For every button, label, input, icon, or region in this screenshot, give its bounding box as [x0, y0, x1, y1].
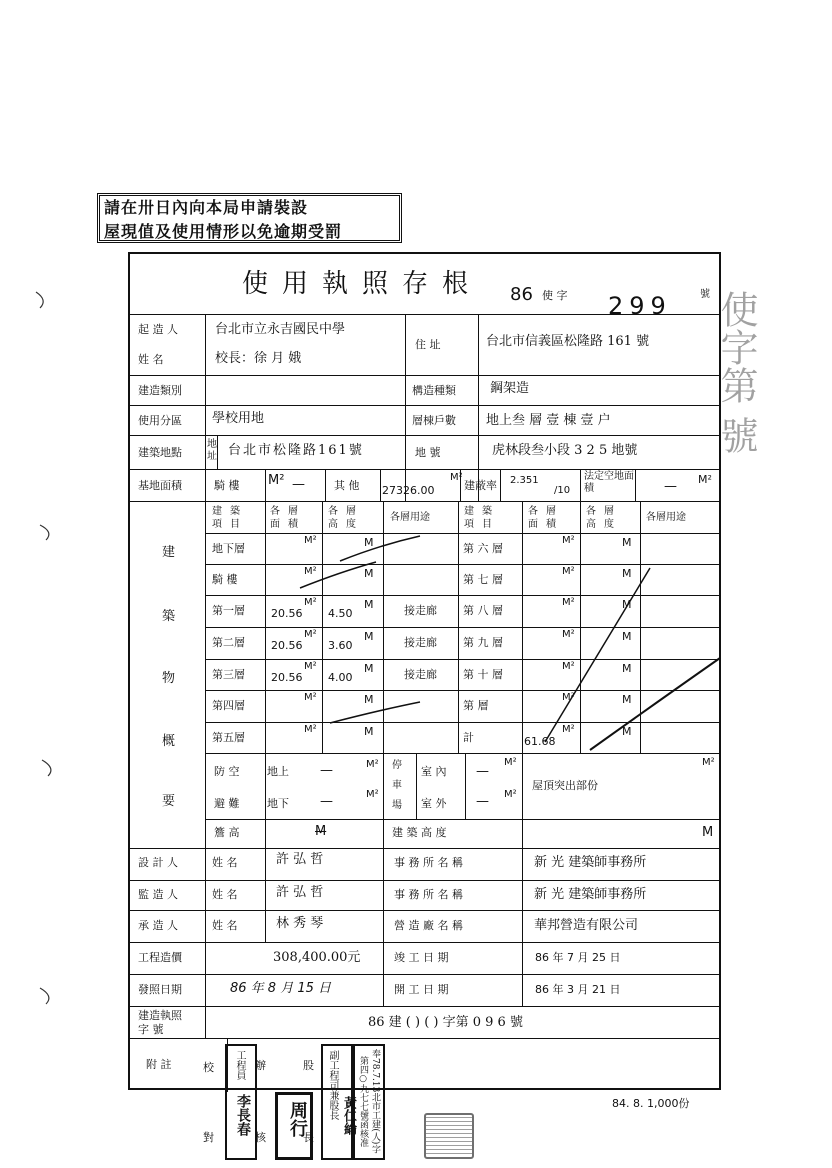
- left-row-height-unit: M: [364, 662, 374, 675]
- completion-date: 86 年 7 月 25 日: [535, 951, 621, 964]
- stroke-right-column: [545, 568, 650, 742]
- overview-side-2: 築: [162, 609, 176, 624]
- handler-name: 李長春: [235, 1094, 251, 1136]
- left-row-name: 騎 樓: [212, 573, 238, 586]
- margin-mark-1: [36, 292, 43, 308]
- floors-units-label: 層棟戶數: [412, 414, 456, 427]
- left-row-use: 接走廊: [404, 636, 437, 649]
- margin-mark-2: [40, 525, 49, 540]
- supervisor-label: 監 造 人: [138, 888, 178, 901]
- issue-date: 86 年 8 月 15 日: [230, 981, 332, 996]
- site-label: 建築地點: [138, 446, 182, 459]
- left-row-name: 第一層: [212, 604, 245, 617]
- shelter-label-bottom: 避 難: [214, 797, 240, 810]
- arcade-value: —: [292, 477, 305, 492]
- overview-side-4: 概: [162, 734, 176, 749]
- supervisor-name: 許 弘 哲: [276, 885, 324, 900]
- coverage-label: 建蔽率: [464, 479, 497, 492]
- right-row-height-unit: M: [622, 725, 632, 738]
- right-row-height-unit: M: [622, 630, 632, 643]
- parking-indoor-label: 室 內: [421, 765, 447, 778]
- notice-stamp-line1: 請在卅日內向本局申請裝設: [104, 198, 309, 217]
- cost-value: 308,400.00元: [273, 950, 361, 965]
- remarks-col-section: 股: [303, 1059, 314, 1072]
- base-area-label: 基地面積: [138, 479, 182, 492]
- shelter-below-label: 地下: [267, 797, 289, 810]
- setback-value: —: [664, 479, 677, 494]
- address-label: 住 址: [415, 338, 441, 351]
- contractor-firm: 華邦營造有限公司: [534, 918, 639, 933]
- print-info: 84. 8. 1,000份: [612, 1097, 690, 1110]
- designer-name: 許 弘 哲: [276, 852, 324, 867]
- permit-number-suffix: 號: [700, 289, 710, 300]
- eave-label: 簷 高: [214, 826, 240, 839]
- right-row-height-unit: M: [622, 662, 632, 675]
- remarks-col-check: 校: [203, 1061, 214, 1074]
- right-row-name: 計: [463, 731, 474, 744]
- site-address: 台北市松隆路161號: [228, 443, 364, 458]
- left-row-name: 第三層: [212, 668, 245, 681]
- designer-label: 設 計 人: [138, 856, 178, 869]
- left-row-area-unit: M²: [304, 535, 317, 546]
- left-row-height: 4.00: [328, 671, 353, 684]
- designer-name-label: 姓 名: [212, 856, 238, 869]
- left-row-height-unit: M: [364, 536, 374, 549]
- other-value: 27326.00: [382, 484, 435, 497]
- left-row-height: 4.50: [328, 607, 353, 620]
- right-row-area-unit: M²: [562, 724, 575, 735]
- left-row-name: 第五層: [212, 731, 245, 744]
- right-row-name: 第 十 層: [463, 668, 503, 681]
- parking-outdoor-label: 室 外: [421, 797, 447, 810]
- col-area-right: 各層面積: [528, 506, 564, 530]
- section-name: 黃仁綸: [341, 1096, 356, 1135]
- left-row-height: 3.60: [328, 639, 353, 652]
- site-addr-label: 地址: [207, 439, 217, 462]
- permit-label: 建造執照: [138, 1009, 182, 1022]
- right-row-name: 第 六 層: [463, 542, 503, 555]
- structure-label: 構造種類: [412, 384, 456, 397]
- roof-label: 屋頂突出部份: [532, 779, 598, 792]
- stroke-arcade: [300, 562, 376, 588]
- left-row-use: 接走廊: [404, 604, 437, 617]
- right-row-area-unit: M²: [562, 535, 575, 546]
- permit-label-2: 字 號: [138, 1023, 164, 1036]
- right-row-area-unit: M²: [562, 566, 575, 577]
- right-row-height-unit: M: [622, 536, 632, 549]
- builder-name-label: 姓 名: [138, 353, 164, 366]
- right-margin-stamp: 使字第 號: [714, 290, 758, 455]
- remarks-col-review: 核: [255, 1131, 266, 1144]
- builder-name-line1: 台北市立永吉國民中學: [215, 322, 346, 337]
- col-height-left: 各層高度: [328, 506, 364, 530]
- completion-label: 竣 工 日 期: [394, 951, 449, 964]
- left-row-area-unit: M²: [304, 597, 317, 608]
- left-row-area-unit: M²: [304, 566, 317, 577]
- designer-firm-label: 事 務 所 名 稱: [394, 856, 463, 869]
- shelter-label-top: 防 空: [214, 765, 240, 778]
- setback-label: 法定空地面積: [584, 471, 634, 494]
- left-row-area-unit: M²: [304, 724, 317, 735]
- designer-firm: 新 光 建築師事務所: [534, 855, 647, 870]
- builder-name-line2: 校長：徐 月 娥: [215, 351, 302, 366]
- coverage-divisor: /10: [554, 485, 571, 496]
- supervisor-name-label: 姓 名: [212, 888, 238, 901]
- col-height-right: 各層高度: [586, 506, 622, 530]
- contractor-firm-label: 營 造 廠 名 稱: [394, 919, 463, 932]
- permit-number: 299: [608, 292, 672, 320]
- building-class-label: 建造類別: [138, 384, 182, 397]
- right-row-area: 61.68: [524, 735, 556, 748]
- remarks-col-handler: 辦: [255, 1059, 266, 1072]
- margin-mark-4: [40, 988, 49, 1004]
- left-row-name: 地下層: [212, 542, 245, 555]
- col-area-left: 各層面積: [270, 506, 306, 530]
- right-row-name: 第 八 層: [463, 604, 503, 617]
- parking-outdoor-unit: M²: [504, 789, 517, 800]
- left-row-height-unit: M: [364, 598, 374, 611]
- structure-value: 鋼架造: [490, 381, 530, 396]
- supervisor-firm-label: 事 務 所 名 稱: [394, 888, 463, 901]
- zoning-label: 使用分區: [138, 414, 182, 427]
- notice-stamp-line2: 屋現值及使用情形以免逾期受罰: [104, 222, 343, 241]
- permit-value: 86 建 ( ) ( ) 字第 0 9 6 號: [368, 1015, 523, 1030]
- roof-unit: M²: [702, 757, 715, 768]
- shelter-below-value: —: [320, 794, 333, 809]
- overview-side-5: 要: [162, 794, 176, 809]
- shelter-above-value: —: [320, 763, 333, 778]
- right-row-name: 第 層: [463, 699, 489, 712]
- left-row-area: 20.56: [271, 607, 303, 620]
- start-label: 開 工 日 期: [394, 983, 449, 996]
- remarks-col-dept: 對: [203, 1131, 214, 1144]
- arcade-unit: M²: [268, 473, 285, 488]
- building-height-unit: M: [702, 825, 714, 840]
- right-row-height-unit: M: [622, 693, 632, 706]
- approval-note: 奉78.7.13北市工建(人)字第四○九七七號函核准: [358, 1048, 380, 1154]
- left-row-area-unit: M²: [304, 692, 317, 703]
- shelter-above-unit: M²: [366, 759, 379, 770]
- contractor-name: 林 秀 琴: [276, 916, 324, 931]
- col-item-left: 建築項目: [212, 506, 248, 530]
- right-row-area-unit: M²: [562, 629, 575, 640]
- stroke-corner: [590, 658, 720, 750]
- cost-label: 工程造價: [138, 951, 182, 964]
- col-item-right: 建築項目: [464, 506, 500, 530]
- supervisor-firm: 新 光 建築師事務所: [534, 887, 647, 902]
- other-unit: M²: [450, 472, 463, 483]
- left-row-area: 20.56: [271, 671, 303, 684]
- col-use-right: 各層用途: [646, 512, 686, 523]
- right-row-name: 第 七 層: [463, 573, 503, 586]
- lot-value: 虎林段叁小段 3 2 5 地號: [492, 443, 638, 458]
- arcade-label: 騎 樓: [214, 479, 240, 492]
- left-row-area-unit: M²: [304, 629, 317, 640]
- parking-outdoor-value: —: [476, 794, 489, 809]
- parking-indoor-value: —: [476, 764, 489, 779]
- handler-title: 工程員: [234, 1050, 245, 1080]
- floors-units-value: 地上叁 層 壹 棟 壹 户: [486, 413, 611, 428]
- margin-mark-3: [42, 760, 51, 776]
- form-title: 使用執照存根: [242, 269, 483, 299]
- left-row-area: 20.56: [271, 639, 303, 652]
- other-label: 其 他: [334, 479, 360, 492]
- overview-side-3: 物: [162, 671, 176, 686]
- left-row-name: 第四層: [212, 699, 245, 712]
- left-row-height-unit: M: [364, 725, 374, 738]
- builder-address: 台北市信義區松隆路 161 號: [486, 334, 650, 349]
- left-row-height-unit: M: [364, 630, 374, 643]
- chief-seal-text: 周行: [287, 1101, 308, 1137]
- right-row-height-unit: M: [622, 598, 632, 611]
- contractor-name-label: 姓 名: [212, 919, 238, 932]
- permit-year: 86: [510, 284, 533, 305]
- section-title: 副工程司兼股長: [327, 1050, 338, 1120]
- coverage-value: 2.351: [510, 475, 539, 486]
- contractor-label: 承 造 人: [138, 919, 178, 932]
- issue-label: 發照日期: [138, 983, 182, 996]
- permit-word: 使 字: [542, 289, 568, 302]
- remarks-col-chief: 長: [303, 1131, 314, 1144]
- left-row-name: 第二層: [212, 636, 245, 649]
- shelter-above-label: 地上: [267, 765, 289, 778]
- setback-unit: M²: [698, 473, 712, 486]
- lot-label: 地 號: [415, 446, 441, 459]
- left-row-area-unit: M²: [304, 661, 317, 672]
- stroke-fourth: [330, 702, 420, 723]
- shelter-below-unit: M²: [366, 789, 379, 800]
- builder-label: 起 造 人: [138, 323, 178, 336]
- overview-side-1: 建: [162, 545, 176, 560]
- left-row-height-unit: M: [364, 693, 374, 706]
- right-row-name: 第 九 層: [463, 636, 503, 649]
- right-row-area-unit: M²: [562, 597, 575, 608]
- zoning-value: 學校用地: [212, 411, 265, 426]
- parking-indoor-unit: M²: [504, 757, 517, 768]
- remarks-label: 附 註: [146, 1058, 172, 1071]
- col-use-left: 各層用途: [390, 512, 430, 523]
- building-height-label: 建 築 高 度: [392, 826, 447, 839]
- right-row-area-unit: M²: [562, 661, 575, 672]
- left-row-height-unit: M: [364, 567, 374, 580]
- right-row-height-unit: M: [622, 567, 632, 580]
- right-row-area-unit: M²: [562, 692, 575, 703]
- parking-label: 停車場: [392, 760, 402, 811]
- start-date: 86 年 3 月 21 日: [535, 983, 621, 996]
- eave-value: M: [315, 824, 327, 839]
- stroke-basement: [340, 536, 420, 561]
- left-row-use: 接走廊: [404, 668, 437, 681]
